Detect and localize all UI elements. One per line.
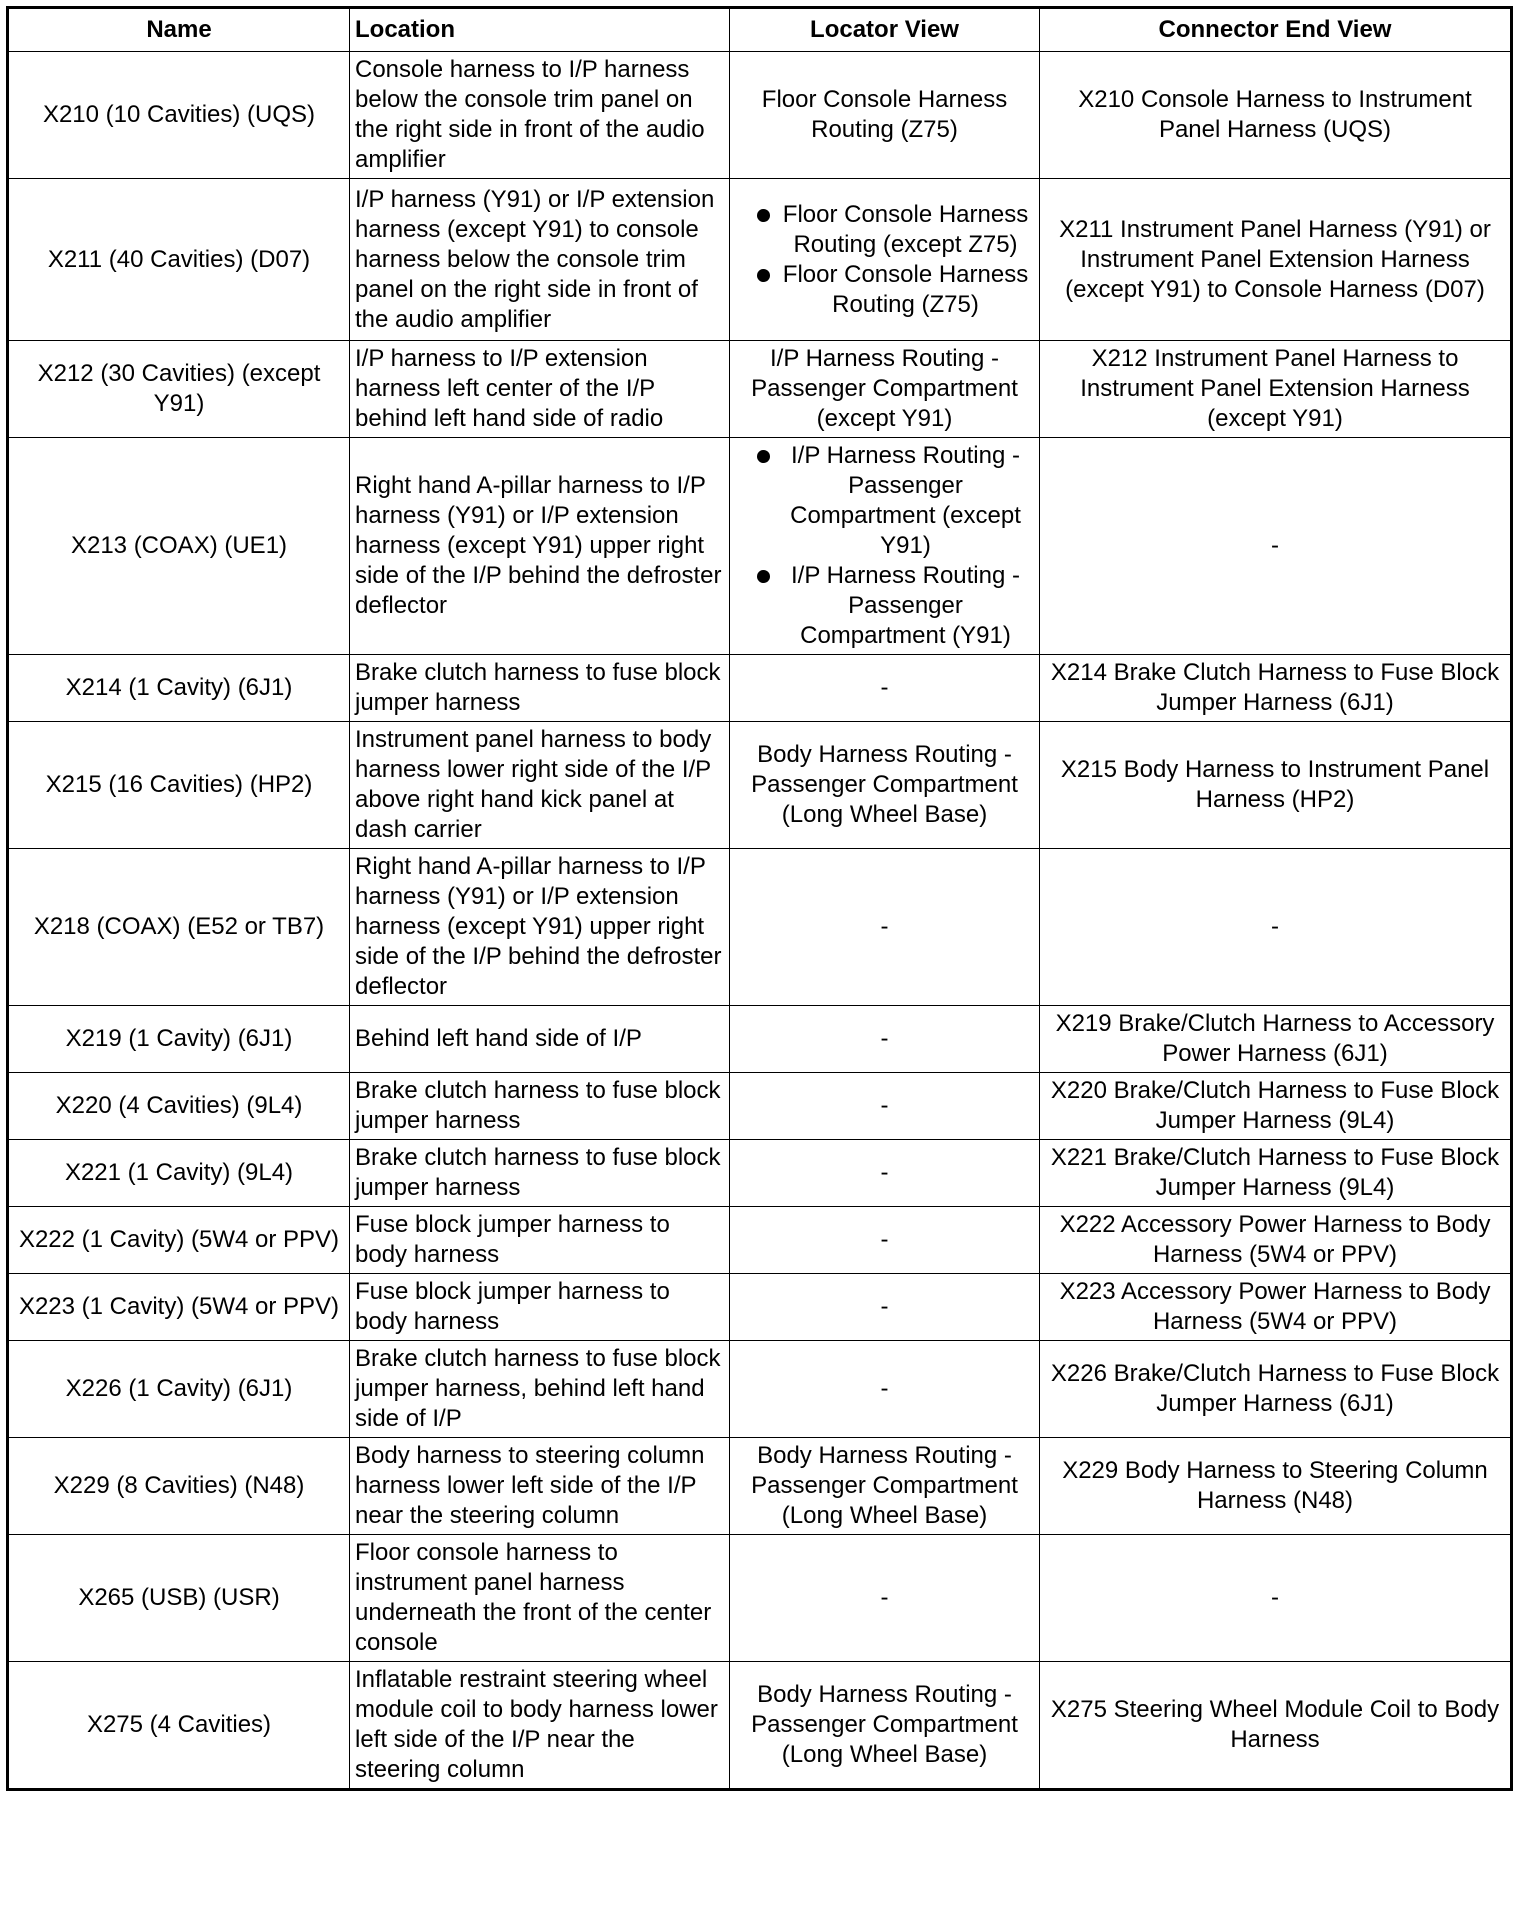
- locator-view-text: Floor Console Harness Routing (Z75): [782, 260, 1029, 318]
- connector-end-view-cell: X223 Accessory Power Harness to Body Harness (5W4 or PPV): [1040, 1274, 1512, 1341]
- table-row: [8, 52, 1512, 179]
- connector-end-view-cell: X221 Brake/Clutch Harness to Fuse Block Jumper Harness (9L4): [1040, 1140, 1512, 1207]
- locator-view-cell: -: [730, 1341, 1040, 1438]
- connector-name-cell: X212 (30 Cavities) (except Y91): [8, 341, 350, 438]
- location-cell: Brake clutch harness to fuse block jumper harness: [350, 1140, 730, 1207]
- location-cell: Console harness to I/P harness below the console trim panel on the right side in front of the audio amplifier: [350, 52, 730, 179]
- locator-view-cell: -: [730, 1535, 1040, 1662]
- table-row: [8, 655, 1512, 722]
- connector-end-view-cell: X212 Instrument Panel Harness to Instrument Panel Extension Harness (except Y91): [1040, 341, 1512, 438]
- locator-view-cell: -: [730, 1207, 1040, 1274]
- location-cell: Fuse block jumper harness to body harness: [350, 1274, 730, 1341]
- bullet-icon: [757, 570, 770, 583]
- locator-view-cell: -: [730, 1140, 1040, 1207]
- location-cell: I/P harness (Y91) or I/P extension harness (except Y91) to console harness below the console trim panel on the right side in front of the audio amplifier: [350, 179, 730, 341]
- locator-view-text: I/P Harness Routing - Passenger Compartment (Y91): [791, 562, 1020, 649]
- table-row: [8, 849, 1512, 1006]
- table-row: [8, 438, 1512, 655]
- header-locator-view: Locator View: [730, 8, 1040, 52]
- table-row: [8, 1274, 1512, 1341]
- locator-view-cell: Body Harness Routing - Passenger Compartment (Long Wheel Base): [730, 1662, 1040, 1790]
- connector-end-view-cell: X275 Steering Wheel Module Coil to Body Harness: [1040, 1662, 1512, 1790]
- header-name: Name: [8, 8, 350, 52]
- connector-name-cell: X265 (USB) (USR): [8, 1535, 350, 1662]
- locator-view-item: [735, 561, 1034, 651]
- locator-view-list: [735, 200, 1034, 320]
- connector-end-view-cell: X226 Brake/Clutch Harness to Fuse Block Jumper Harness (6J1): [1040, 1341, 1512, 1438]
- locator-view-item: [735, 441, 1034, 561]
- connector-end-view-cell: X219 Brake/Clutch Harness to Accessory Power Harness (6J1): [1040, 1006, 1512, 1073]
- table-row: [8, 1662, 1512, 1790]
- location-cell: Instrument panel harness to body harness lower right side of the I/P above right hand kick panel at dash carrier: [350, 722, 730, 849]
- table-row: [8, 1006, 1512, 1073]
- connector-end-view-cell: -: [1040, 438, 1512, 655]
- locator-view-item: [735, 200, 1034, 260]
- locator-view-cell: -: [730, 1274, 1040, 1341]
- connector-name-cell: X220 (4 Cavities) (9L4): [8, 1073, 350, 1140]
- connector-table-container: [6, 6, 1510, 1791]
- locator-view-text: Floor Console Harness Routing (except Z75): [782, 200, 1029, 258]
- table-row: [8, 1073, 1512, 1140]
- locator-view-cell: Floor Console Harness Routing (Z75): [730, 52, 1040, 179]
- table-row: [8, 1207, 1512, 1274]
- table-row: [8, 1140, 1512, 1207]
- bullet-icon: [757, 209, 770, 222]
- locator-view-cell: -: [730, 1006, 1040, 1073]
- locator-view-cell: I/P Harness Routing - Passenger Compartment (except Y91): [730, 341, 1040, 438]
- connector-table: [6, 6, 1513, 1791]
- locator-view-cell: [730, 179, 1040, 341]
- locator-view-text: I/P Harness Routing - Passenger Compartment (except Y91): [790, 442, 1021, 559]
- connector-name-cell: X213 (COAX) (UE1): [8, 438, 350, 655]
- connector-name-cell: X229 (8 Cavities) (N48): [8, 1438, 350, 1535]
- location-cell: Inflatable restraint steering wheel module coil to body harness lower left side of the I/P near the steering column: [350, 1662, 730, 1790]
- table-row: [8, 341, 1512, 438]
- table-row: [8, 722, 1512, 849]
- location-cell: Brake clutch harness to fuse block jumper harness: [350, 1073, 730, 1140]
- connector-name-cell: X214 (1 Cavity) (6J1): [8, 655, 350, 722]
- connector-name-cell: X219 (1 Cavity) (6J1): [8, 1006, 350, 1073]
- connector-end-view-cell: X215 Body Harness to Instrument Panel Harness (HP2): [1040, 722, 1512, 849]
- location-cell: Brake clutch harness to fuse block jumper harness: [350, 655, 730, 722]
- location-cell: Behind left hand side of I/P: [350, 1006, 730, 1073]
- connector-name-cell: X211 (40 Cavities) (D07): [8, 179, 350, 341]
- bullet-icon: [757, 269, 770, 282]
- locator-view-cell: [730, 438, 1040, 655]
- table-row: [8, 1535, 1512, 1662]
- connector-name-cell: X218 (COAX) (E52 or TB7): [8, 849, 350, 1006]
- connector-end-view-cell: X214 Brake Clutch Harness to Fuse Block Jumper Harness (6J1): [1040, 655, 1512, 722]
- connector-name-cell: X215 (16 Cavities) (HP2): [8, 722, 350, 849]
- table-header-row: [8, 8, 1512, 52]
- connector-end-view-cell: -: [1040, 849, 1512, 1006]
- locator-view-cell: -: [730, 655, 1040, 722]
- location-cell: Brake clutch harness to fuse block jumper harness, behind left hand side of I/P: [350, 1341, 730, 1438]
- connector-name-cell: X221 (1 Cavity) (9L4): [8, 1140, 350, 1207]
- connector-end-view-cell: X222 Accessory Power Harness to Body Harness (5W4 or PPV): [1040, 1207, 1512, 1274]
- locator-view-cell: -: [730, 849, 1040, 1006]
- connector-end-view-cell: X220 Brake/Clutch Harness to Fuse Block Jumper Harness (9L4): [1040, 1073, 1512, 1140]
- location-cell: Fuse block jumper harness to body harness: [350, 1207, 730, 1274]
- connector-name-cell: X210 (10 Cavities) (UQS): [8, 52, 350, 179]
- location-cell: Floor console harness to instrument panel harness underneath the front of the center console: [350, 1535, 730, 1662]
- locator-view-item: [735, 260, 1034, 320]
- location-cell: Right hand A-pillar harness to I/P harness (Y91) or I/P extension harness (except Y91) upper right side of the I/P behind the defroster deflector: [350, 849, 730, 1006]
- connector-end-view-cell: X229 Body Harness to Steering Column Harness (N48): [1040, 1438, 1512, 1535]
- connector-end-view-cell: X210 Console Harness to Instrument Panel Harness (UQS): [1040, 52, 1512, 179]
- connector-name-cell: X226 (1 Cavity) (6J1): [8, 1341, 350, 1438]
- locator-view-cell: -: [730, 1073, 1040, 1140]
- bullet-icon: [757, 450, 770, 463]
- header-location: Location: [350, 8, 730, 52]
- table-row: [8, 179, 1512, 341]
- header-connector-end-view: Connector End View: [1040, 8, 1512, 52]
- location-cell: I/P harness to I/P extension harness left center of the I/P behind left hand side of radio: [350, 341, 730, 438]
- locator-view-cell: Body Harness Routing - Passenger Compartment (Long Wheel Base): [730, 722, 1040, 849]
- connector-name-cell: X275 (4 Cavities): [8, 1662, 350, 1790]
- connector-end-view-cell: -: [1040, 1535, 1512, 1662]
- connector-name-cell: X222 (1 Cavity) (5W4 or PPV): [8, 1207, 350, 1274]
- table-row: [8, 1341, 1512, 1438]
- location-cell: Right hand A-pillar harness to I/P harness (Y91) or I/P extension harness (except Y91) upper right side of the I/P behind the defroster deflector: [350, 438, 730, 655]
- locator-view-list: [735, 441, 1034, 651]
- connector-name-cell: X223 (1 Cavity) (5W4 or PPV): [8, 1274, 350, 1341]
- connector-end-view-cell: X211 Instrument Panel Harness (Y91) or Instrument Panel Extension Harness (except Y91) to Console Harness (D07): [1040, 179, 1512, 341]
- location-cell: Body harness to steering column harness lower left side of the I/P near the steering column: [350, 1438, 730, 1535]
- locator-view-cell: Body Harness Routing - Passenger Compartment (Long Wheel Base): [730, 1438, 1040, 1535]
- table-row: [8, 1438, 1512, 1535]
